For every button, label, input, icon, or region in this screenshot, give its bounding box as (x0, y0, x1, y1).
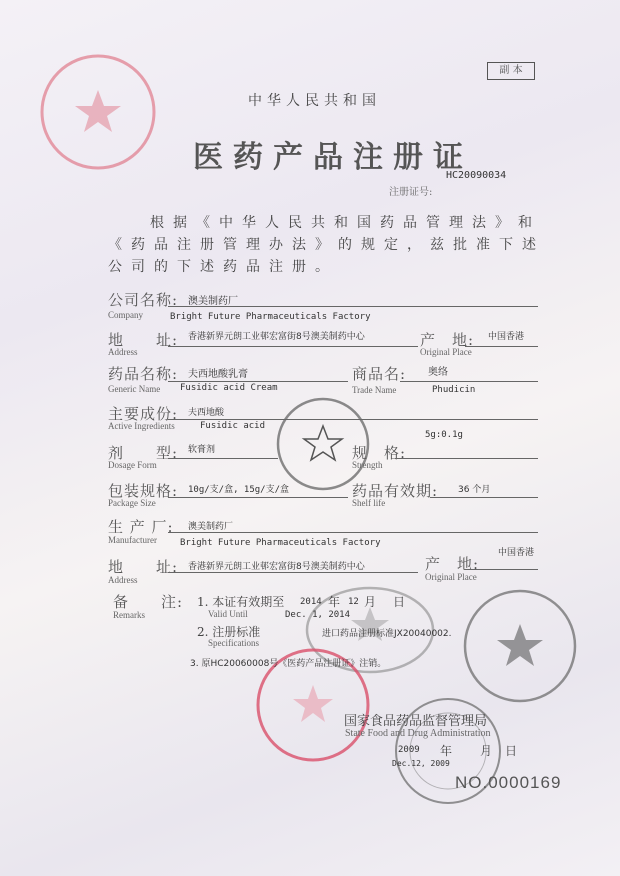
mfr-address-value: 香港新界元朗工业邨宏富街8号澳美制药中心 (188, 562, 365, 572)
shelf-life-label: 药品有效期: (352, 482, 439, 500)
issue-month-label: 月 (480, 744, 493, 758)
package-size-label-en: Package Size (108, 498, 156, 508)
trade-name-label: 商品名: (352, 365, 407, 383)
gray-seal-right (462, 588, 578, 704)
origin-label-en: Original Place (420, 347, 472, 357)
origin-label: 产 地: (420, 331, 475, 349)
issue-date-en: Dec.12, 2009 (392, 759, 450, 768)
reg-no: HC20090034 (446, 170, 507, 181)
strength-label: 规 格: (352, 444, 407, 462)
reg-no-label: 注册证号: (389, 187, 433, 198)
ingredients-label: 主要成份: (108, 405, 179, 423)
country-name: 中华人民共和国 (248, 93, 381, 109)
dosage-form-label-en: Dosage Form (108, 460, 157, 470)
package-size-value: 10g/支/盒, 15g/支/盒 (188, 485, 290, 495)
generic-name-label: 药品名称: (108, 365, 179, 383)
manufacturer-label: 生 产 厂: (108, 518, 174, 536)
ingredients-value-en: Fusidic acid (200, 421, 266, 431)
valid-date-en: Dec. 1, 2014 (285, 610, 351, 620)
dosage-form-label: 剂 型: (108, 444, 179, 462)
trade-name-value-en: Phudicin (432, 385, 476, 395)
valid-month: 12 (348, 597, 359, 607)
spec-value: 进口药品注册标准JX20040002. (322, 629, 452, 639)
strength-value: 5g:0.1g (425, 430, 463, 440)
valid-year: 2014 (300, 597, 322, 607)
mfr-address-label: 地 址: (108, 558, 179, 576)
address-label: 地 址: (108, 331, 179, 349)
address-value: 香港新界元朗工业邨宏富街8号澳美制药中心 (188, 332, 365, 342)
issue-year-label: 年 (440, 744, 453, 758)
remarks-label: 备 注: (113, 593, 184, 611)
package-size-label: 包装规格: (108, 482, 179, 500)
address-label-en: Address (108, 347, 138, 357)
issuer-name-en: State Food and Drug Administration (345, 728, 491, 739)
remarks-item-2: 2. 注册标准 (197, 625, 261, 639)
ingredients-value: 夫西地酸 (188, 408, 225, 418)
issue-day-label: 日 (505, 744, 518, 758)
month-label: 月 (364, 595, 377, 609)
manufacturer-label-en: Manufacturer (108, 535, 157, 545)
dosage-form-value: 软膏剂 (188, 445, 216, 455)
mfr-origin-value: 中国香港 (498, 548, 535, 558)
company-label: 公司名称: (108, 291, 179, 309)
issue-year: 2009 (398, 745, 420, 755)
shelf-life-value: 36 个月 (458, 485, 491, 495)
remarks-item-1: 1. 本证有效期至 (197, 595, 285, 609)
company-value-en: Bright Future Pharmaceuticals Factory (170, 312, 371, 322)
mfr-origin-label: 产 地: (425, 555, 480, 573)
specifications-label-en: Specifications (208, 638, 259, 648)
manufacturer-value: 澳美制药厂 (188, 522, 234, 532)
red-seal-top-left (38, 52, 158, 172)
preamble-line-2: 《药品注册管理办法》的规定，兹批准下述 (108, 237, 545, 253)
remarks-label-en: Remarks (113, 610, 145, 620)
strength-label-en: Strength (352, 460, 383, 470)
valid-until-label-en: Valid Until (208, 609, 248, 619)
day-label: 日 (393, 595, 406, 609)
trade-name-value: 奥络 (428, 367, 448, 378)
origin-value: 中国香港 (488, 332, 525, 342)
generic-name-label-en: Generic Name (108, 384, 161, 394)
preamble-line-3: 公司的下述药品注册。 (108, 259, 338, 275)
generic-name-value: 夫西地酸乳膏 (188, 369, 248, 380)
serial-number: NO.0000169 (455, 773, 562, 792)
company-label-en: Company (108, 310, 143, 320)
trade-name-label-en: Trade Name (352, 385, 397, 395)
company-value: 澳美制药厂 (188, 296, 238, 307)
issuer-name: 国家食品药品监督管理局 (344, 714, 488, 729)
generic-name-value-en: Fusidic acid Cream (180, 383, 278, 393)
shelf-life-label-en: Shelf life (352, 498, 386, 508)
manufacturer-value-en: Bright Future Pharmaceuticals Factory (180, 538, 381, 548)
page-title: 医药产品注册证 (193, 140, 473, 175)
copy-badge: 副 本 (487, 62, 535, 80)
mfr-origin-label-en: Original Place (425, 572, 477, 582)
ingredients-label-en: Active Ingredients (108, 421, 175, 431)
mfr-address-label-en: Address (108, 575, 138, 585)
preamble-line-1: 根据《中华人民共和国药品管理法》和 (150, 215, 541, 231)
year-label: 年 (328, 595, 341, 609)
remarks-item-3: 3. 原HC20060008号《医药产品注册证》注销。 (190, 659, 387, 669)
